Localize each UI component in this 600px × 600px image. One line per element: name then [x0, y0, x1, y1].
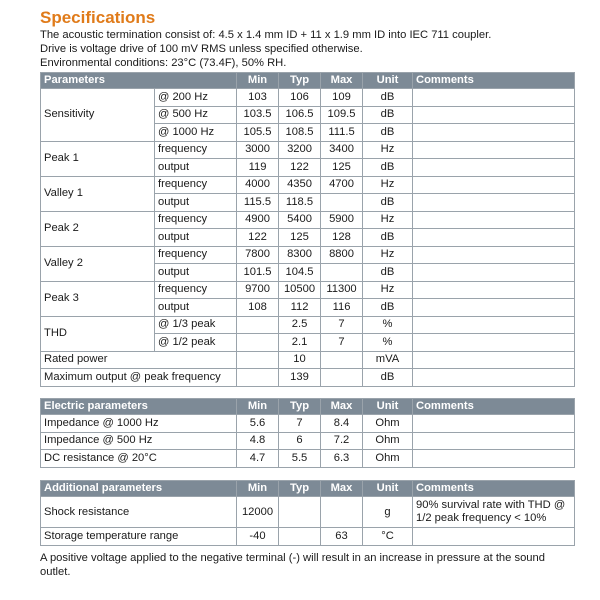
- max-cell: 11300: [321, 281, 363, 299]
- comment-cell: [413, 106, 575, 124]
- comment-cell: 90% survival rate with THD @ 1/2 peak frequency < 10%: [413, 497, 575, 528]
- min-cell: 115.5: [237, 194, 279, 212]
- unit-cell: dB: [363, 299, 413, 317]
- column-header: Typ: [279, 73, 321, 89]
- min-cell: 103.5: [237, 106, 279, 124]
- max-cell: 63: [321, 528, 363, 546]
- min-cell: [237, 334, 279, 352]
- condition-cell: frequency: [155, 246, 237, 264]
- intro-line: Environmental conditions: 23°C (73.4F), 50% RH.: [40, 56, 287, 69]
- typ-cell: 10: [279, 351, 321, 369]
- column-header: Unit: [363, 399, 413, 415]
- typ-cell: 4350: [279, 176, 321, 194]
- typ-cell: 139: [279, 369, 321, 387]
- parameter-label: Peak 3: [41, 281, 155, 316]
- typ-cell: 5.5: [279, 450, 321, 468]
- parameter-label: Storage temperature range: [41, 528, 237, 546]
- comment-cell: [413, 432, 575, 450]
- max-cell: 7.2: [321, 432, 363, 450]
- typ-cell: 112: [279, 299, 321, 317]
- comment-cell: [413, 229, 575, 247]
- min-cell: [237, 316, 279, 334]
- table-row: [41, 432, 575, 450]
- column-header: Comments: [413, 399, 575, 415]
- parameter-label: Impedance @ 500 Hz: [41, 432, 237, 450]
- column-header: Min: [237, 399, 279, 415]
- max-cell: 128: [321, 229, 363, 247]
- max-cell: 109.5: [321, 106, 363, 124]
- condition-cell: frequency: [155, 281, 237, 299]
- min-cell: 4000: [237, 176, 279, 194]
- typ-cell: 125: [279, 229, 321, 247]
- max-cell: [321, 264, 363, 282]
- parameter-label: Valley 2: [41, 246, 155, 281]
- table-row: [41, 246, 575, 264]
- unit-cell: mVA: [363, 351, 413, 369]
- comment-cell: [413, 281, 575, 299]
- typ-cell: 2.5: [279, 316, 321, 334]
- min-cell: 119: [237, 159, 279, 177]
- typ-cell: 2.1: [279, 334, 321, 352]
- column-header: Typ: [279, 481, 321, 497]
- typ-cell: 8300: [279, 246, 321, 264]
- max-cell: 125: [321, 159, 363, 177]
- condition-cell: output: [155, 194, 237, 212]
- column-header: Max: [321, 73, 363, 89]
- table-row: [41, 450, 575, 468]
- table-row: [41, 211, 575, 229]
- unit-cell: Hz: [363, 211, 413, 229]
- unit-cell: Hz: [363, 141, 413, 159]
- column-header: Unit: [363, 73, 413, 89]
- unit-cell: dB: [363, 229, 413, 247]
- condition-cell: @ 500 Hz: [155, 106, 237, 124]
- min-cell: 3000: [237, 141, 279, 159]
- column-header: Typ: [279, 399, 321, 415]
- min-cell: 101.5: [237, 264, 279, 282]
- column-header: Additional parameters: [41, 481, 237, 497]
- page-title: Specifications: [40, 8, 156, 27]
- comment-cell: [413, 124, 575, 142]
- table-row: [41, 497, 575, 528]
- unit-cell: Hz: [363, 246, 413, 264]
- typ-cell: [279, 497, 321, 528]
- column-header: Min: [237, 481, 279, 497]
- comment-cell: [413, 415, 575, 433]
- max-cell: [321, 497, 363, 528]
- typ-cell: 118.5: [279, 194, 321, 212]
- condition-cell: frequency: [155, 211, 237, 229]
- table-row: [41, 281, 575, 299]
- min-cell: 7800: [237, 246, 279, 264]
- max-cell: 6.3: [321, 450, 363, 468]
- comment-cell: [413, 89, 575, 107]
- comment-cell: [413, 316, 575, 334]
- table-row: [41, 141, 575, 159]
- intro-text: [40, 29, 491, 70]
- min-cell: 4900: [237, 211, 279, 229]
- max-cell: 7: [321, 334, 363, 352]
- table-row: [41, 351, 575, 369]
- typ-cell: 5400: [279, 211, 321, 229]
- table-row: [41, 415, 575, 433]
- comment-cell: [413, 176, 575, 194]
- condition-cell: output: [155, 299, 237, 317]
- unit-cell: g: [363, 497, 413, 528]
- comment-cell: [413, 264, 575, 282]
- condition-cell: output: [155, 229, 237, 247]
- parameter-label: Peak 1: [41, 141, 155, 176]
- condition-cell: @ 1/2 peak: [155, 334, 237, 352]
- unit-cell: Hz: [363, 281, 413, 299]
- max-cell: 5900: [321, 211, 363, 229]
- electric-parameters-table: [40, 398, 575, 468]
- comment-cell: [413, 141, 575, 159]
- condition-cell: output: [155, 264, 237, 282]
- condition-cell: frequency: [155, 176, 237, 194]
- parameter-label: Shock resistance: [41, 497, 237, 528]
- comment-cell: [413, 159, 575, 177]
- column-header: Electric parameters: [41, 399, 237, 415]
- typ-cell: 7: [279, 415, 321, 433]
- unit-cell: %: [363, 334, 413, 352]
- max-cell: 8800: [321, 246, 363, 264]
- typ-cell: 6: [279, 432, 321, 450]
- max-cell: 8.4: [321, 415, 363, 433]
- column-header: Comments: [413, 481, 575, 497]
- column-header: Comments: [413, 73, 575, 89]
- parameter-label: Maximum output @ peak frequency: [41, 369, 237, 387]
- condition-cell: @ 1000 Hz: [155, 124, 237, 142]
- min-cell: 4.7: [237, 450, 279, 468]
- parameters-table: [40, 72, 575, 387]
- unit-cell: dB: [363, 124, 413, 142]
- typ-cell: 3200: [279, 141, 321, 159]
- unit-cell: Ohm: [363, 432, 413, 450]
- typ-cell: 106.5: [279, 106, 321, 124]
- comment-cell: [413, 528, 575, 546]
- typ-cell: 106: [279, 89, 321, 107]
- min-cell: 103: [237, 89, 279, 107]
- max-cell: [321, 194, 363, 212]
- unit-cell: dB: [363, 264, 413, 282]
- comment-cell: [413, 334, 575, 352]
- column-header: Max: [321, 481, 363, 497]
- min-cell: [237, 351, 279, 369]
- min-cell: 4.8: [237, 432, 279, 450]
- intro-line: Drive is voltage drive of 100 mV RMS unless specified otherwise.: [40, 42, 363, 55]
- table-row: [41, 528, 575, 546]
- typ-cell: 104.5: [279, 264, 321, 282]
- max-cell: [321, 369, 363, 387]
- min-cell: 105.5: [237, 124, 279, 142]
- unit-cell: °C: [363, 528, 413, 546]
- max-cell: [321, 351, 363, 369]
- typ-cell: 122: [279, 159, 321, 177]
- unit-cell: dB: [363, 89, 413, 107]
- min-cell: 9700: [237, 281, 279, 299]
- footnote: A positive voltage applied to the negative terminal (-) will result in an increase in pressure at the sound outlet.: [40, 552, 545, 578]
- unit-cell: Ohm: [363, 450, 413, 468]
- min-cell: 5.6: [237, 415, 279, 433]
- table-row: [41, 369, 575, 387]
- parameter-label: Sensitivity: [41, 89, 155, 142]
- unit-cell: %: [363, 316, 413, 334]
- comment-cell: [413, 246, 575, 264]
- comment-cell: [413, 299, 575, 317]
- table-row: [41, 176, 575, 194]
- parameter-label: Impedance @ 1000 Hz: [41, 415, 237, 433]
- unit-cell: dB: [363, 369, 413, 387]
- parameter-label: DC resistance @ 20°C: [41, 450, 237, 468]
- typ-cell: [279, 528, 321, 546]
- column-header: Unit: [363, 481, 413, 497]
- table-row: [41, 316, 575, 334]
- max-cell: 4700: [321, 176, 363, 194]
- parameter-label: Valley 1: [41, 176, 155, 211]
- condition-cell: frequency: [155, 141, 237, 159]
- min-cell: -40: [237, 528, 279, 546]
- unit-cell: Ohm: [363, 415, 413, 433]
- parameter-label: Rated power: [41, 351, 237, 369]
- comment-cell: [413, 194, 575, 212]
- comment-cell: [413, 351, 575, 369]
- comment-cell: [413, 211, 575, 229]
- min-cell: 108: [237, 299, 279, 317]
- table-row: [41, 89, 575, 107]
- column-header: Max: [321, 399, 363, 415]
- parameter-label: THD: [41, 316, 155, 351]
- comment-cell: [413, 369, 575, 387]
- parameter-label: Peak 2: [41, 211, 155, 246]
- min-cell: [237, 369, 279, 387]
- comment-cell: [413, 450, 575, 468]
- min-cell: 122: [237, 229, 279, 247]
- max-cell: 109: [321, 89, 363, 107]
- condition-cell: @ 200 Hz: [155, 89, 237, 107]
- max-cell: 111.5: [321, 124, 363, 142]
- unit-cell: dB: [363, 194, 413, 212]
- max-cell: 3400: [321, 141, 363, 159]
- unit-cell: dB: [363, 159, 413, 177]
- column-header: Min: [237, 73, 279, 89]
- intro-line: The acoustic termination consist of: 4.5 x 1.4 mm ID + 11 x 1.9 mm ID into IEC 711 coupler.: [40, 29, 492, 41]
- condition-cell: output: [155, 159, 237, 177]
- typ-cell: 108.5: [279, 124, 321, 142]
- unit-cell: dB: [363, 106, 413, 124]
- additional-parameters-table: [40, 480, 575, 546]
- max-cell: 7: [321, 316, 363, 334]
- min-cell: 12000: [237, 497, 279, 528]
- max-cell: 116: [321, 299, 363, 317]
- typ-cell: 10500: [279, 281, 321, 299]
- condition-cell: @ 1/3 peak: [155, 316, 237, 334]
- column-header: Parameters: [41, 73, 237, 89]
- unit-cell: Hz: [363, 176, 413, 194]
